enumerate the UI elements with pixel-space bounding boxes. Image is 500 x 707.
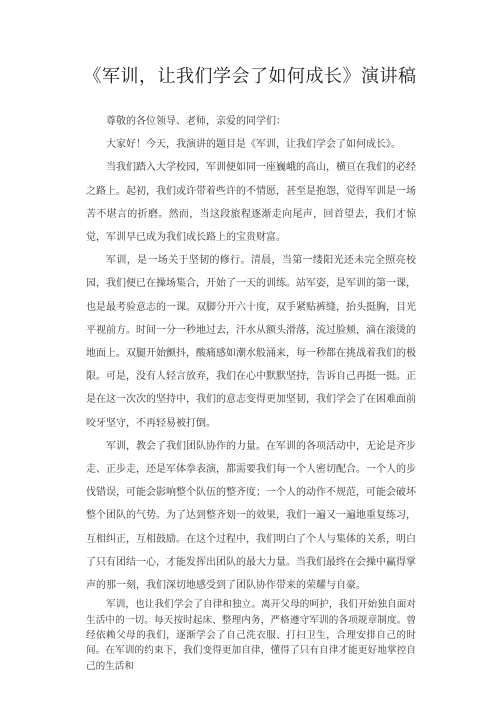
salutation: 尊敬的各位领导、老师，亲爱的同学们：	[106, 116, 286, 127]
paragraph-self-discipline: 军训，也让我们学会了自律和独立。离开父母的呵护，我们开始独自面对生活中的一切。每天按时起床、整理内务，严格遵守军训的各项规章制度。曾经依赖父母的我们，逐渐学会了自己洗衣服、打扫卫生，合理安排自己的时间。在军训的约束下，我们变得更加自律，懂得了只有自律才能更好地掌控自己的生活和	[86, 599, 416, 672]
paragraph-intro: 当我们踏入大学校园，军训便如同一座巍峨的高山，横亘在我们的必经之路上。起初，我们或许带着些许的不情愿，甚至是抱怨，觉得军训是一场苦不堪言的折磨。然而，当这段旅程逐渐走向尾声，回首望去，我们才惊觉，军训早已成为我们成长路上的宝贵财富。	[86, 162, 416, 244]
paragraph-perseverance: 军训，是一场关于坚韧的修行。清晨，当第一缕阳光还未完全照亮校园，我们便已在操场集合，开始了一天的训练。站军姿，是军训的第一课，也是最考验意志的一课。双脚分开六十度，双手紧贴裤缝，抬头挺胸，目光平视前方。时间一分一秒地过去，汗水从额头滑落，流过脸颊，滴在滚烫的地面上。双腿开始颤抖，酸痛感如潮水般涌来，每一秒都在挑战着我们的极限。可是，没有人轻言放弃，我们在心中默默坚持，告诉自己再挺一挺。正是在这一次次的坚持中，我们的意志变得更加坚韧，我们学会了在困难面前咬牙坚守，不再轻易被打倒。	[86, 255, 416, 429]
paragraph-teamwork: 军训，教会了我们团队协作的力量。在军训的各项活动中，无论是齐步走、正步走，还是军体拳表演，都需要我们每一个人密切配合。一个人的步伐错误，可能会影响整个队伍的整齐度；一个人的动作不规范，可能会破坏整个团队的气势。为了达到整齐划一的效果，我们一遍又一遍地重复练习，互相纠正，互相鼓励。在这个过程中，我们明白了个人与集体的关系，明白了只有团结一心，才能发挥出团队的最大力量。当我们最终在会操中赢得掌声的那一刻，我们深切地感受到了团队协作带来的荣耀与自豪。	[86, 440, 416, 592]
paragraph-greeting: 大家好！今天，我演讲的题目是《军训，让我们学会了如何成长》。	[106, 139, 401, 151]
document-body	[86, 110, 416, 674]
document-title: 《军训，让我们学会了如何成长》演讲稿	[83, 66, 417, 87]
